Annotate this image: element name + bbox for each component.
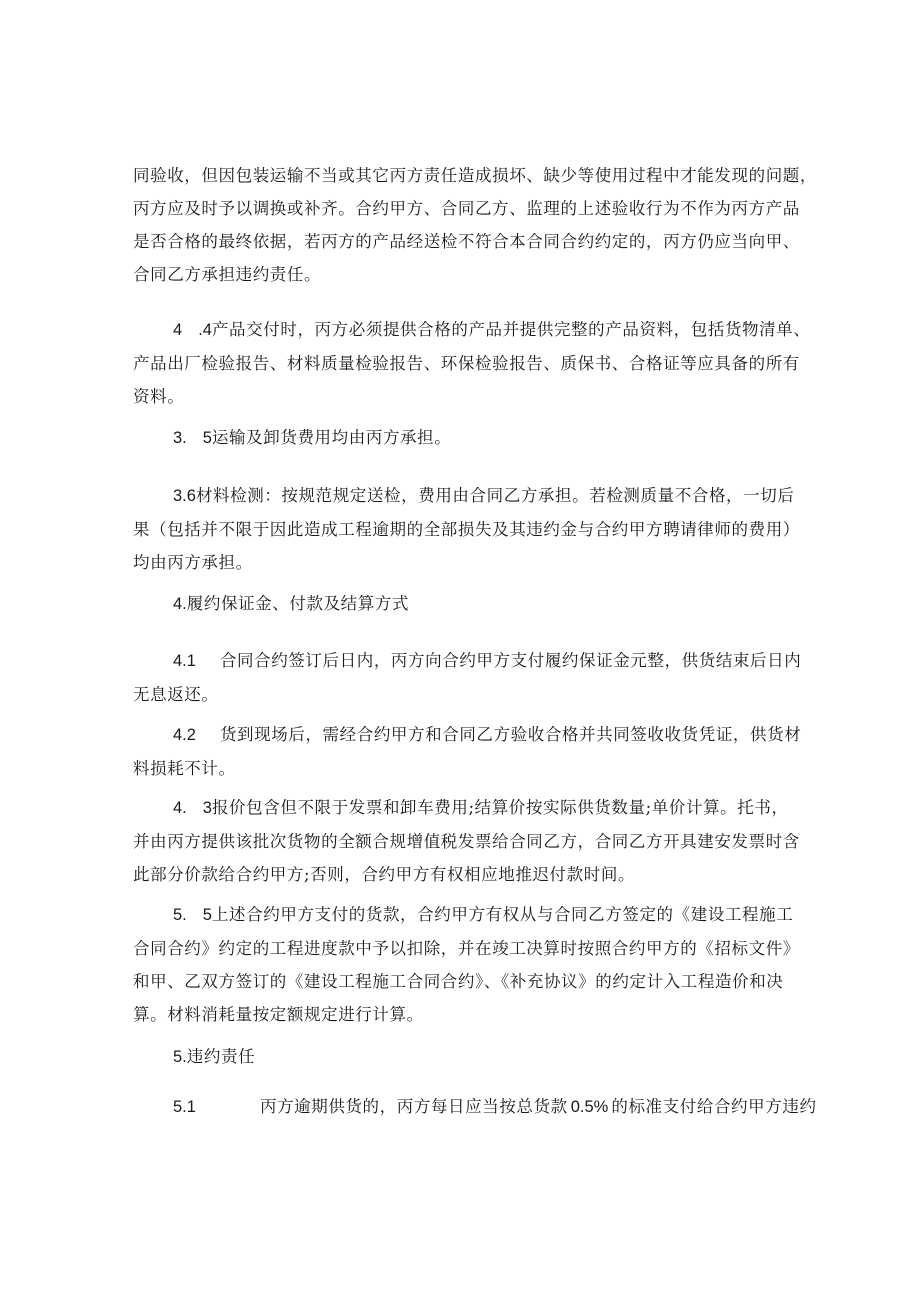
paragraph-5-1 xyxy=(133,1090,817,1124)
text-line: 报价包含但不限于发票和卸车费用;结算价按实际供货数量;单价计算。托书， xyxy=(211,798,789,817)
paragraph-5-5 xyxy=(133,898,800,1031)
paragraph-4-4 xyxy=(133,313,811,413)
paragraph-4-2 xyxy=(133,718,802,785)
text-line: 料损耗不计。 xyxy=(133,759,236,778)
text-line: 同验收，但因包装运输不当或其它丙方责任造成损坏、缺少等使用过程中才能发现的问题， xyxy=(133,166,817,185)
text-line: 并由丙方提供该批次货物的全额合规增值税发票给合同乙方，合同乙方开具建安发票时含 xyxy=(133,832,800,851)
section-heading-5 xyxy=(133,1040,793,1074)
clause-number: 4. xyxy=(173,799,187,817)
paragraph-4-1 xyxy=(133,644,802,711)
clause-number-suffix: .4 xyxy=(198,321,212,339)
text-line: 产品出厂检验报告、材料质量检验报告、环保检验报告、质保书、合格证等应具备的所有 xyxy=(133,354,800,373)
clause-number: 4 xyxy=(173,321,183,339)
text-line: 上述合约甲方支付的货款，合约甲方有权从与合同乙方签定的《建设工程施工 xyxy=(211,905,794,924)
text-line: 合同合约签订后日内，丙方向合约甲方支付履约保证金元整，供货结束后日内 xyxy=(219,651,802,670)
text-line: 货到现场后，需经合约甲方和合同乙方验收合格并共同签收收货凭证，供货材 xyxy=(219,725,802,744)
clause-number-suffix: 5 xyxy=(202,429,212,447)
text-line: 丙方应及时予以调换或补齐。合约甲方、合同乙方、监理的上述验收行为不作为丙方产品 xyxy=(133,199,800,218)
text-line: 果（包括并不限于因此造成工程逾期的全部损失及其违约金与合约甲方聘请律师的费用） xyxy=(133,520,800,539)
text-line: 运输及卸货费用均由丙方承担。 xyxy=(211,428,452,447)
text-line: 材料检测：按规范规定送检，费用由合同乙方承担。若检测质量不合格，一切后 xyxy=(195,486,795,505)
text-line: 合同合约》约定的工程进度款中予以扣除，并在竣工决算时按照合约甲方的《招标文件》 xyxy=(133,939,800,958)
text-line: 算。材料消耗量按定额规定进行计算。 xyxy=(133,1005,424,1024)
section-number: 4. xyxy=(173,595,187,613)
clause-number-suffix: 5 xyxy=(202,906,212,924)
paragraph-4-3 xyxy=(133,791,800,891)
paragraph-inspection-continuation xyxy=(133,159,817,291)
text-line: 此部分价款给合约甲方;否则，合约甲方有权相应地推迟付款时间。 xyxy=(133,865,636,884)
text-line: 产品交付时，丙方必须提供合格的产品并提供完整的产品资料，包括货物清单、 xyxy=(211,320,811,339)
text-line: 是否合格的最终依据，若丙方的产品经送检不符合本合同合约约定的，丙方仍应当向甲、 xyxy=(133,232,800,251)
section-title: 违约责任 xyxy=(186,1047,256,1066)
section-title: 履约保证金、付款及结算方式 xyxy=(186,594,410,613)
clause-number: 4.2 xyxy=(173,726,196,744)
paragraph-3-5 xyxy=(133,421,793,455)
section-number: 5. xyxy=(173,1048,187,1066)
clause-number: 4.1 xyxy=(173,652,196,670)
section-heading-4 xyxy=(133,587,793,621)
clause-number: 3. xyxy=(173,429,187,447)
text-segment: 丙方逾期供货的，丙方每日应当按总货款 xyxy=(259,1097,568,1116)
text-line: 均由丙方承担。 xyxy=(133,553,253,572)
text-line: 合同乙方承担违约责任。 xyxy=(133,265,322,284)
text-segment: 的标准支付给合约甲方违约 xyxy=(611,1097,817,1116)
clause-number-suffix: 3 xyxy=(202,799,212,817)
text-line: 无息返还。 xyxy=(133,685,219,704)
paragraph-3-6 xyxy=(133,479,800,579)
text-line: 和甲、乙双方签订的《建设工程施工合同合约》、《补充协议》的约定计入工程造价和决 xyxy=(133,972,784,991)
clause-number: 5. xyxy=(173,906,187,924)
percentage-value: 0.5% xyxy=(570,1098,609,1116)
clause-number: 3.6 xyxy=(173,487,196,505)
clause-number: 5.1 xyxy=(173,1098,196,1116)
text-line: 资料。 xyxy=(133,387,185,406)
